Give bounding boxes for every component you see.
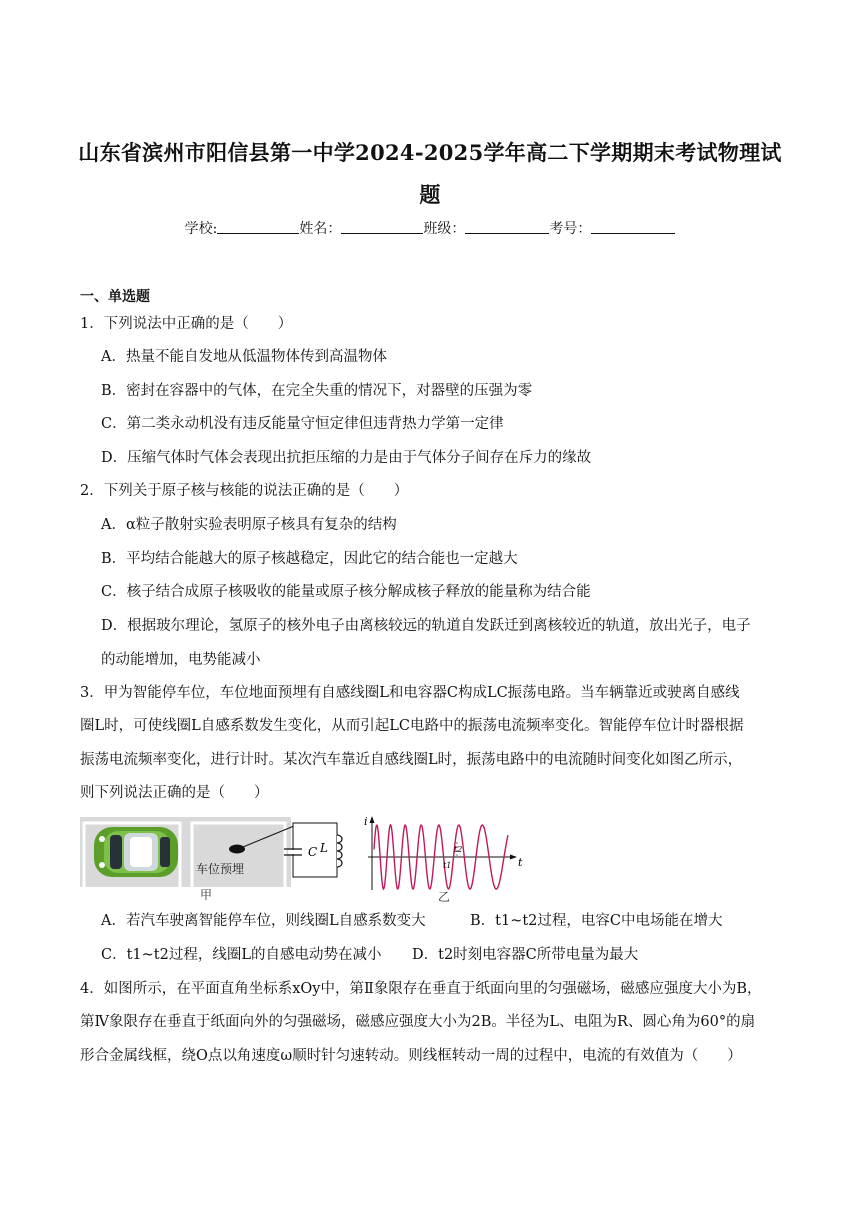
class-blank[interactable] xyxy=(465,219,549,234)
question-3-stem-line2: 圈L时，可使线圈L自感系数发生变化，从而引起LC电路中的振荡电流频率变化。智能停车位计时器根据 xyxy=(80,718,744,734)
q3-option-d[interactable]: D．t2时刻电容器C所带电量为最大 xyxy=(412,947,639,963)
q2-option-b[interactable]: B．平均结合能越大的原子核越稳定，因此它的结合能也一定越大 xyxy=(101,551,518,567)
figure-caption-jia: 甲 xyxy=(200,888,213,901)
figure-current-graph xyxy=(358,812,530,904)
figure-caption-yi: 乙 xyxy=(438,890,451,904)
question-3-stem-line1: 3．甲为智能停车位，车位地面预埋有自感线圈L和电容器C构成LC振荡电路。当车辆靠近或驶离自感线 xyxy=(80,685,740,701)
question-4-stem-line1: 4．如图所示，在平面直角坐标系xOy中，第Ⅱ象限存在垂直于纸面向里的匀强磁场，磁感应强度大小为B， xyxy=(80,981,762,997)
q1-option-c[interactable]: C．第二类永动机没有违反能量守恒定律但违背热力学第一定律 xyxy=(101,416,504,432)
exam-no-label: 考号： xyxy=(549,221,592,237)
question-1-stem: 1．下列说法中正确的是（ ） xyxy=(80,316,293,332)
question-2-stem: 2．下列关于原子核与核能的说法正确的是（ ） xyxy=(80,483,409,499)
q3-option-b[interactable]: B．t1~t2过程，电容C中电场能在增大 xyxy=(470,913,723,929)
axis-label-i: i xyxy=(364,815,368,828)
q2-option-d-continued: 的动能增加，电势能减小 xyxy=(101,652,261,668)
name-label: 姓名： xyxy=(299,221,342,237)
parking-label: 车位预埋 xyxy=(196,862,245,876)
axis-label-t: t xyxy=(518,856,523,869)
question-3-stem-line4: 则下列说法正确的是（ ） xyxy=(80,785,269,801)
q2-option-a[interactable]: A．α粒子散射实验表明原子核具有复杂的结构 xyxy=(101,517,397,533)
capacitor-label: C xyxy=(308,845,318,859)
q2-option-d[interactable]: D．根据玻尔理论，氢原子的核外电子由离核较远的轨道自发跃迁到离核较近的轨道，放出光子，电子 xyxy=(101,618,751,634)
q1-option-b[interactable]: B．密封在容器中的气体，在完全失重的情况下，对器壁的压强为零 xyxy=(101,383,533,399)
exam-title-line1: 山东省滨州市阳信县第一中学2024-2025学年高二下学期期末考试物理试 xyxy=(78,140,782,165)
t2-label: t2 xyxy=(454,845,463,854)
figure-parking-spot xyxy=(80,817,350,901)
q1-option-d[interactable]: D．压缩气体时气体会表现出抗拒压缩的力是由于气体分子间存在斥力的缘故 xyxy=(101,450,592,466)
question-3-stem-line3: 振荡电流频率变化，进行计时。某次汽车靠近自感线圈L时，振荡电路中的电流随时间变化如图乙所示， xyxy=(80,752,743,768)
car-icon xyxy=(94,827,178,877)
inductor-label: L xyxy=(320,841,328,855)
class-label: 班级： xyxy=(423,221,466,237)
q1-option-a[interactable]: A．热量不能自发地从低温物体传到高温物体 xyxy=(101,349,387,365)
q2-option-c[interactable]: C．核子结合成原子核吸收的能量或原子核分解成核子释放的能量称为结合能 xyxy=(101,584,591,600)
exam-no-blank[interactable] xyxy=(591,219,675,234)
inductor-icon xyxy=(337,835,342,867)
q3-option-c[interactable]: C．t1~t2过程，线圈L的自感电动势在减小 xyxy=(101,947,382,963)
exam-title-line2: 题 xyxy=(419,182,441,207)
t1-label: t1 xyxy=(443,861,452,870)
school-label: 学校: xyxy=(184,221,218,237)
school-blank[interactable] xyxy=(217,219,299,234)
name-blank[interactable] xyxy=(341,219,423,234)
section-heading: 一、单选题 xyxy=(80,289,150,305)
question-4-stem-line2: 第Ⅳ象限存在垂直于纸面向外的匀强磁场，磁感应强度大小为2B。半径为L、电阻为R、圆心角为60°的扇 xyxy=(80,1014,756,1030)
q3-option-a[interactable]: A．若汽车驶离智能停车位，则线圈L自感系数变大 xyxy=(101,913,426,929)
student-info-row xyxy=(0,219,860,238)
embedded-coil-dot xyxy=(229,845,245,854)
question-4-stem-line3: 形合金属线框，绕O点以角速度ω顺时针匀速转动。则线框转动一周的过程中，电流的有效值为（ ） xyxy=(80,1048,742,1064)
